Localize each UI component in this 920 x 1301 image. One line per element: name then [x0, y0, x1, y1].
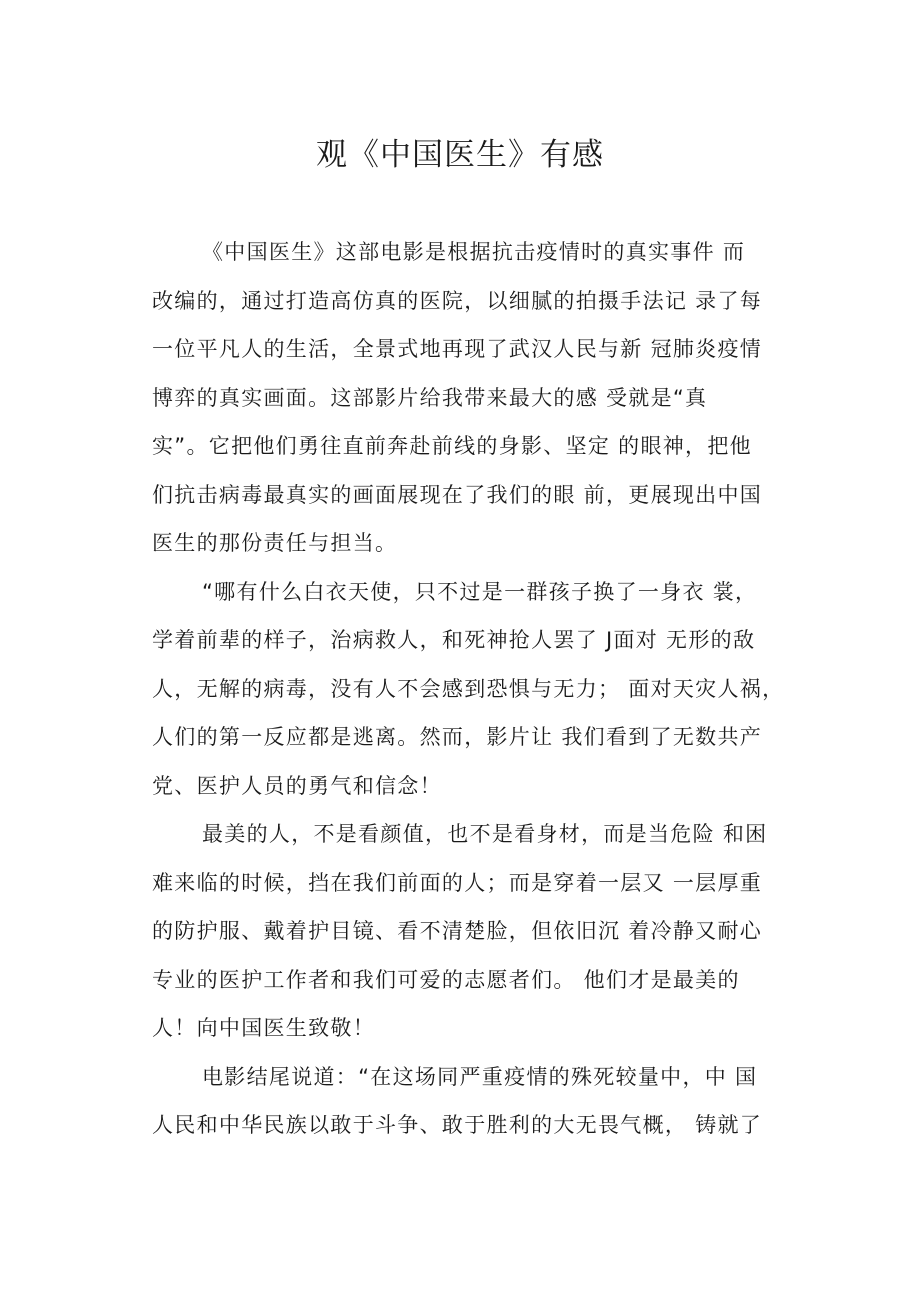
- paragraph-1: [152, 228, 784, 568]
- paragraph-3: [152, 810, 784, 1053]
- text-line: 难来临的时候，挡在我们前面的人；而是穿着一层又 一层厚重: [152, 870, 763, 895]
- text-line: “哪有什么白衣天使，只不过是一群孩子换了一身衣 裳，: [202, 579, 758, 604]
- text-line: 博弈的真实画面。这部影片给我带来最大的感 受就是“真: [152, 385, 708, 410]
- text-line: 一位平凡人的生活，全景式地再现了武汉人民与新 冠肺炎疫情: [152, 337, 763, 361]
- paragraph-2: [152, 568, 784, 811]
- text-line: 人！向中国医生致敬！: [152, 1016, 375, 1040]
- document-body: [152, 228, 784, 1150]
- text-line: 人们的第一反应都是逃离。然而，影片让 我们看到了无数共产: [152, 725, 763, 749]
- text-line: 实”。它把他们勇往直前奔赴前线的身影、坚定 的眼神，把他: [152, 434, 752, 458]
- text-line: 们抗击病毒最真实的画面展现在了我们的眼 前，更展现出中国: [152, 482, 763, 507]
- text-line: 最美的人，不是看颜值，也不是看身材，而是当危险 和困: [202, 822, 768, 846]
- text-line: 电影结尾说道：“在这场同严重疫情的殊死较量中，中 国: [202, 1064, 758, 1089]
- text-line: 专业的医护工作者和我们可爱的志愿者们。 他们才是最美的: [152, 967, 740, 992]
- text-line: 医生的那份责任与担当。: [152, 531, 398, 555]
- text-line: 的防护服、戴着护目镜、看不清楚脸，但依旧沉 着冷静又耐心: [152, 919, 763, 943]
- text-line: 《中国医生》这部电影是根据抗击疫情时的真实事件 而: [202, 240, 746, 264]
- text-line: 改编的，通过打造高仿真的医院，以细腻的拍摄手法记 录了每: [152, 288, 763, 313]
- document-title: 观《中国医生》有感: [316, 137, 604, 173]
- text-line: 党、医护人员的勇气和信念！: [152, 773, 442, 798]
- text-line: 人民和中华民族以敢于斗争、敢于胜利的大无畏气概， 铸就了: [152, 1113, 763, 1137]
- text-line: 人，无解的病毒，没有人不会感到恐惧与无力； 面对天灾人祸，: [152, 676, 784, 701]
- text-line: 学着前辈的样子，治病救人，和死神抢人罢了 J面对 无形的敌: [152, 628, 756, 652]
- paragraph-4: [152, 1053, 784, 1150]
